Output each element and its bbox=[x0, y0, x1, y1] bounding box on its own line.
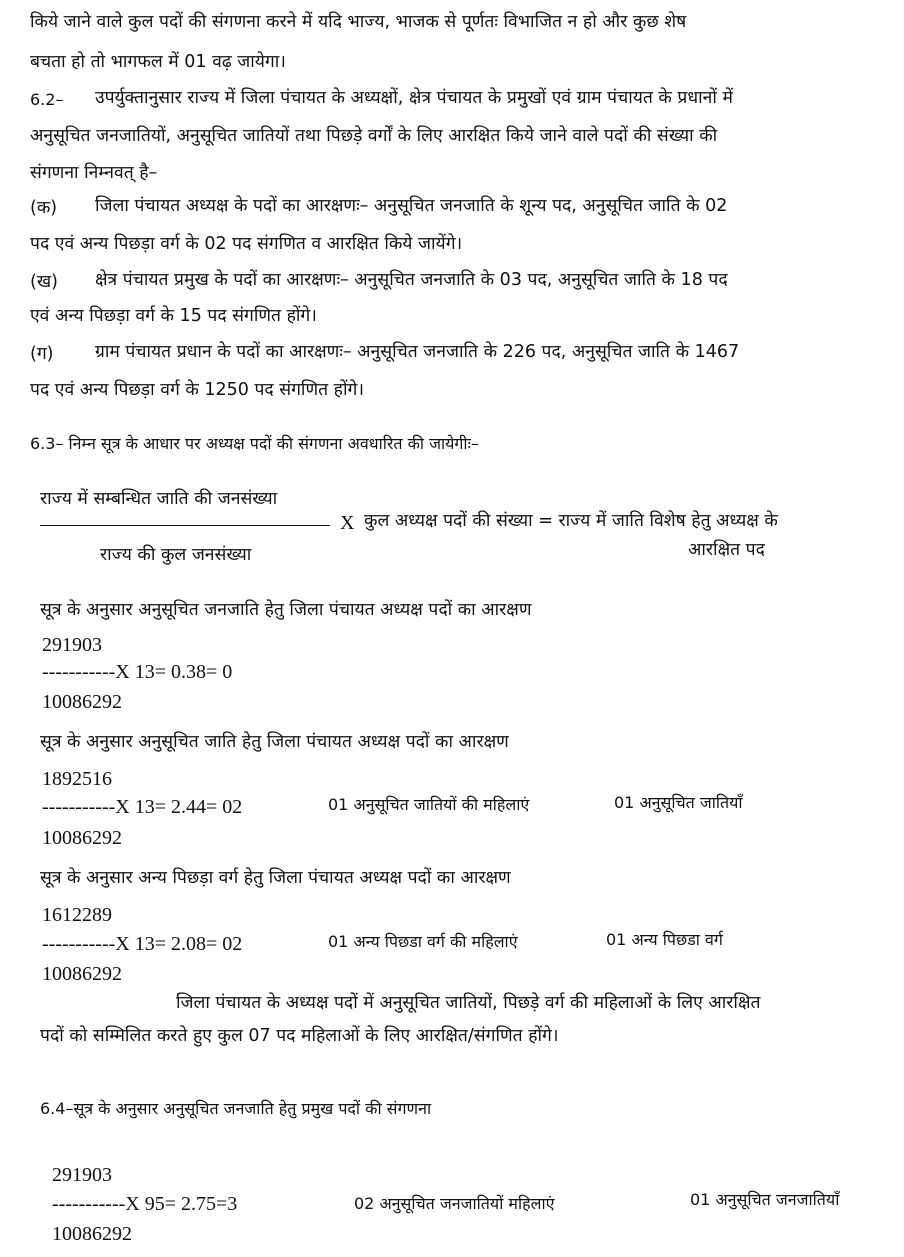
paragraph-line bbox=[95, 86, 888, 110]
paragraph-line: पद एवं अन्य पिछड़ा वर्ग के 1250 पद संगणित होंगे। bbox=[30, 380, 364, 400]
calc-expression: -----------X 13= 2.44= 02 bbox=[42, 796, 243, 818]
paragraph-line: क्षेत्र पंचायत प्रमुख के पदों का आरक्षणः– अनुसूचित जनजाति के 03 पद, अनुसूचित जाति के 18 पद bbox=[95, 270, 728, 290]
calc-denominator: 10086292 bbox=[42, 691, 122, 713]
calc-note: 01 अन्य पिछडा वर्ग bbox=[606, 930, 723, 949]
paragraph-line: जिला पंचायत अध्यक्ष के पदों का आरक्षणः– अनुसूचित जनजाति के शून्य पद, अनुसूचित जाति के 02 bbox=[95, 196, 728, 216]
paragraph-line: जिला पंचायत के अध्यक्ष पदों में अनुसूचित जातियों, पिछड़े वर्ग की महिलाओं के लिए आरक्षित bbox=[176, 993, 761, 1013]
calc-heading: सूत्र के अनुसार अनुसूचित जाति हेतु जिला पंचायत अध्यक्ष पदों का आरक्षण bbox=[40, 732, 509, 752]
calc-note: 01 अन्य पिछडा वर्ग की महिलाएं bbox=[328, 932, 518, 951]
paragraph-line bbox=[30, 10, 876, 34]
calc-note: 02 अनुसूचित जनजातियों महिलाएं bbox=[354, 1194, 555, 1213]
calc-expression: -----------X 13= 0.38= 0 bbox=[42, 661, 233, 683]
paragraph-line: पदों को सम्मिलित करते हुए कुल 07 पद महिलाओं के लिए आरक्षित/संगणित होंगे। bbox=[40, 1026, 559, 1046]
text: अनुसूचित जनजातियों, अनुसूचित जातियों तथा पिछड़े वर्गों के लिए आरक्षित किये जाने वाले पदों की संख्या की bbox=[30, 126, 718, 146]
calc-numerator: 291903 bbox=[52, 1164, 112, 1186]
calc-numerator: 1612289 bbox=[42, 904, 112, 926]
calc-expression: -----------X 95= 2.75=3 bbox=[52, 1193, 238, 1215]
calc-denominator: 10086292 bbox=[42, 827, 122, 849]
calc-denominator: 10086292 bbox=[52, 1223, 132, 1245]
multiply-operator: X bbox=[340, 512, 355, 534]
paragraph-line: संगणना निम्नवत् है– bbox=[30, 163, 158, 183]
fraction-bar bbox=[40, 525, 330, 526]
item-label-ga: (ग) bbox=[30, 344, 54, 364]
calc-note: 01 अनुसूचित जातियों की महिलाएं bbox=[328, 795, 530, 814]
calc-numerator: 291903 bbox=[42, 634, 102, 656]
section-number: 6.2– bbox=[30, 90, 64, 109]
formula-numerator: राज्य में सम्बन्धित जाति की जनसंख्या bbox=[40, 489, 278, 509]
paragraph-line: बचता हो तो भागफल में 01 वढ़ जायेगा। bbox=[30, 52, 286, 72]
paragraph-line: ग्राम पंचायत प्रधान के पदों का आरक्षणः– अनुसूचित जनजाति के 226 पद, अनुसूचित जाति के 1467 bbox=[95, 342, 740, 362]
calc-expression: -----------X 13= 2.08= 02 bbox=[42, 933, 243, 955]
formula-result: आरक्षित पद bbox=[688, 540, 765, 560]
section-heading: 6.4–सूत्र के अनुसार अनुसूचित जनजाति हेतु प्रमुख पदों की संगणना bbox=[40, 1099, 432, 1118]
item-label-ka: (क) bbox=[30, 198, 58, 218]
paragraph-line: पद एवं अन्य पिछड़ा वर्ग के 02 पद संगणित व आरक्षित किये जायेंगे। bbox=[30, 234, 463, 254]
calc-note: 01 अनुसूचित जनजातियाँ bbox=[690, 1190, 840, 1209]
text: उपर्युक्तानुसार राज्य में जिला पंचायत के अध्यक्षों, क्षेत्र पंचायत के प्रमुखों एवं ग्राम पंचायत के प्रधानों में bbox=[95, 88, 733, 108]
formula-middle: कुल अध्यक्ष पदों की संख्या = राज्य में जाति विशेष हेतु अध्यक्ष के bbox=[364, 511, 778, 531]
paragraph-line bbox=[30, 124, 888, 148]
formula-denominator: राज्य की कुल जनसंख्या bbox=[100, 545, 252, 565]
calc-numerator: 1892516 bbox=[42, 768, 112, 790]
calc-heading: सूत्र के अनुसार अनुसूचित जनजाति हेतु जिला पंचायत अध्यक्ष पदों का आरक्षण bbox=[40, 600, 532, 620]
paragraph-line: एवं अन्य पिछड़ा वर्ग के 15 पद संगणित होंगे। bbox=[30, 306, 317, 326]
calc-note: 01 अनुसूचित जातियाँ bbox=[614, 793, 743, 812]
calc-heading: सूत्र के अनुसार अन्य पिछड़ा वर्ग हेतु जिला पंचायत अध्यक्ष पदों का आरक्षण bbox=[40, 868, 511, 888]
text: किये जाने वाले कुल पदों की संगणना करने में यदि भाज्य, भाजक से पूर्णतः विभाजित न हो और कुछ शेष bbox=[30, 12, 687, 32]
item-label-kha: (ख) bbox=[30, 272, 58, 292]
calc-denominator: 10086292 bbox=[42, 963, 122, 985]
section-heading: 6.3– निम्न सूत्र के आधार पर अध्यक्ष पदों की संगणना अवधारित की जायेगीः– bbox=[30, 434, 479, 453]
